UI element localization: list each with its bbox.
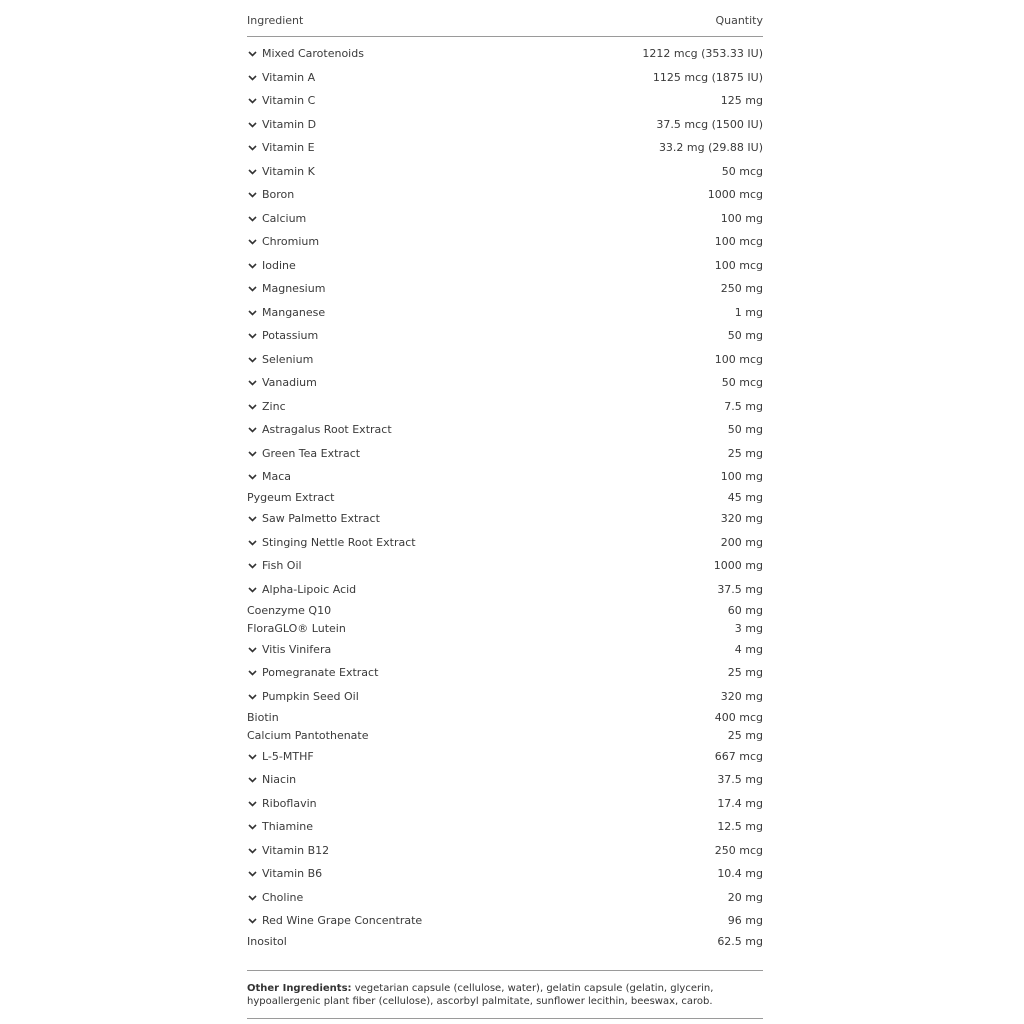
ingredient-row bbox=[247, 709, 763, 727]
chevron-down-icon[interactable] bbox=[247, 139, 259, 157]
ingredient-name: Pygeum Extract bbox=[247, 491, 335, 504]
ingredient-name: Maca bbox=[262, 470, 292, 483]
ingredient-row[interactable] bbox=[247, 748, 763, 766]
chevron-down-icon[interactable] bbox=[247, 163, 259, 181]
ingredient-name: Vitamin E bbox=[262, 141, 315, 154]
ingredient-quantity: 12.5 mg bbox=[717, 820, 763, 833]
chevron-down-icon[interactable] bbox=[247, 421, 259, 439]
ingredient-row[interactable] bbox=[247, 92, 763, 110]
ingredient-quantity: 62.5 mg bbox=[717, 935, 763, 948]
ingredient-name: Alpha-Lipoic Acid bbox=[262, 583, 357, 596]
ingredient-quantity: 10.4 mg bbox=[717, 867, 763, 880]
ingredient-row[interactable] bbox=[247, 510, 763, 528]
ingredient-name: Manganese bbox=[262, 306, 326, 319]
ingredient-row[interactable] bbox=[247, 771, 763, 789]
ingredient-row[interactable] bbox=[247, 664, 763, 682]
chevron-down-icon[interactable] bbox=[247, 468, 259, 486]
ingredient-row[interactable] bbox=[247, 327, 763, 345]
chevron-down-icon[interactable] bbox=[247, 581, 259, 599]
chevron-down-icon[interactable] bbox=[247, 116, 259, 134]
chevron-down-icon[interactable] bbox=[247, 889, 259, 907]
ingredient-row bbox=[247, 489, 763, 507]
ingredient-quantity: 45 mg bbox=[727, 491, 763, 504]
ingredient-quantity: 25 mg bbox=[727, 447, 763, 460]
chevron-down-icon[interactable] bbox=[247, 818, 259, 836]
ingredient-quantity: 320 mg bbox=[720, 690, 763, 703]
ingredient-row[interactable] bbox=[247, 257, 763, 275]
ingredient-quantity: 100 mcg bbox=[714, 259, 763, 272]
ingredient-name: L-5-MTHF bbox=[262, 750, 314, 763]
quantity-column-header: Quantity bbox=[715, 14, 763, 27]
chevron-down-icon[interactable] bbox=[247, 534, 259, 552]
chevron-down-icon[interactable] bbox=[247, 257, 259, 275]
table-header bbox=[247, 14, 763, 32]
ingredient-row bbox=[247, 727, 763, 745]
chevron-down-icon[interactable] bbox=[247, 865, 259, 883]
ingredient-row[interactable] bbox=[247, 163, 763, 181]
ingredient-quantity: 50 mcg bbox=[721, 165, 763, 178]
ingredient-quantity: 37.5 mg bbox=[717, 773, 763, 786]
ingredient-name: Stinging Nettle Root Extract bbox=[262, 536, 416, 549]
chevron-down-icon[interactable] bbox=[247, 92, 259, 110]
ingredient-quantity: 96 mg bbox=[727, 914, 763, 927]
ingredient-quantity: 1 mg bbox=[734, 306, 763, 319]
ingredient-quantity: 60 mg bbox=[727, 604, 763, 617]
ingredient-quantity: 37.5 mg bbox=[717, 583, 763, 596]
ingredient-quantity: 667 mcg bbox=[714, 750, 763, 763]
ingredient-quantity: 100 mg bbox=[720, 470, 763, 483]
chevron-down-icon[interactable] bbox=[247, 186, 259, 204]
ingredient-row[interactable] bbox=[247, 818, 763, 836]
ingredient-row[interactable] bbox=[247, 280, 763, 298]
ingredient-name: Vitamin B6 bbox=[262, 867, 323, 880]
ingredient-name: Iodine bbox=[262, 259, 296, 272]
ingredient-quantity: 37.5 mcg (1500 IU) bbox=[656, 118, 763, 131]
ingredient-name: Potassium bbox=[262, 329, 319, 342]
ingredient-quantity: 1000 mg bbox=[713, 559, 763, 572]
ingredient-row[interactable] bbox=[247, 210, 763, 228]
ingredient-name: Pomegranate Extract bbox=[262, 666, 379, 679]
ingredient-name: Green Tea Extract bbox=[262, 447, 361, 460]
ingredient-row[interactable] bbox=[247, 795, 763, 813]
ingredient-name: Vitamin B12 bbox=[262, 844, 330, 857]
ingredient-quantity: 1212 mcg (353.33 IU) bbox=[642, 47, 763, 60]
ingredient-quantity: 50 mg bbox=[727, 329, 763, 342]
list-bottom-divider bbox=[247, 970, 763, 971]
chevron-down-icon[interactable] bbox=[247, 771, 259, 789]
ingredient-quantity: 3 mg bbox=[734, 622, 763, 635]
ingredient-name: Fish Oil bbox=[262, 559, 302, 572]
ingredient-quantity: 100 mcg bbox=[714, 353, 763, 366]
chevron-down-icon[interactable] bbox=[247, 327, 259, 345]
chevron-down-icon[interactable] bbox=[247, 842, 259, 860]
ingredient-row[interactable] bbox=[247, 688, 763, 706]
ingredient-quantity: 200 mg bbox=[720, 536, 763, 549]
ingredient-name: Thiamine bbox=[262, 820, 313, 833]
ingredient-quantity: 33.2 mg (29.88 IU) bbox=[658, 141, 763, 154]
ingredient-row[interactable] bbox=[247, 445, 763, 463]
ingredient-row[interactable] bbox=[247, 139, 763, 157]
ingredient-row[interactable] bbox=[247, 186, 763, 204]
ingredient-name: Riboflavin bbox=[262, 797, 317, 810]
chevron-down-icon[interactable] bbox=[247, 748, 259, 766]
ingredient-quantity: 125 mg bbox=[720, 94, 763, 107]
ingredient-row[interactable] bbox=[247, 398, 763, 416]
chevron-down-icon[interactable] bbox=[247, 233, 259, 251]
ingredient-quantity: 4 mg bbox=[734, 643, 763, 656]
ingredient-row bbox=[247, 620, 763, 638]
ingredient-quantity: 17.4 mg bbox=[717, 797, 763, 810]
ingredient-row[interactable] bbox=[247, 421, 763, 439]
chevron-down-icon[interactable] bbox=[247, 304, 259, 322]
ingredient-name: Zinc bbox=[262, 400, 286, 413]
ingredient-name: Calcium Pantothenate bbox=[247, 729, 369, 742]
ingredient-row[interactable] bbox=[247, 557, 763, 575]
ingredient-name: Choline bbox=[262, 891, 304, 904]
ingredient-name: Mixed Carotenoids bbox=[262, 47, 364, 60]
ingredient-name: Saw Palmetto Extract bbox=[262, 512, 380, 525]
ingredient-name: Red Wine Grape Concentrate bbox=[262, 914, 423, 927]
ingredient-name: Chromium bbox=[262, 235, 320, 248]
ingredient-name: Vitamin C bbox=[262, 94, 316, 107]
chevron-down-icon[interactable] bbox=[247, 210, 259, 228]
ingredient-row[interactable] bbox=[247, 233, 763, 251]
ingredient-row[interactable] bbox=[247, 641, 763, 659]
ingredient-quantity: 250 mcg bbox=[714, 844, 763, 857]
ingredient-name: Calcium bbox=[262, 212, 307, 225]
ingredient-row[interactable] bbox=[247, 374, 763, 392]
ingredient-row[interactable] bbox=[247, 45, 763, 63]
chevron-down-icon[interactable] bbox=[247, 912, 259, 930]
ingredient-quantity: 50 mg bbox=[727, 423, 763, 436]
ingredient-row[interactable] bbox=[247, 351, 763, 369]
ingredient-name: Selenium bbox=[262, 353, 314, 366]
ingredient-quantity: 7.5 mg bbox=[724, 400, 763, 413]
ingredient-name: Vitamin D bbox=[262, 118, 317, 131]
ingredient-row[interactable] bbox=[247, 69, 763, 87]
other-ingredients-text: vegetarian capsule (cellulose, water), gelatin capsule (gelatin, glycerin, hypoallergenic plant fiber (cellulose), ascorbyl palmitate, sunflower lecithin, beeswax, carob. bbox=[247, 983, 714, 1007]
chevron-down-icon[interactable] bbox=[247, 445, 259, 463]
ingredient-name: Vitamin K bbox=[262, 165, 315, 178]
chevron-down-icon[interactable] bbox=[247, 45, 259, 63]
ingredient-name: Niacin bbox=[262, 773, 297, 786]
chevron-down-icon[interactable] bbox=[247, 398, 259, 416]
ingredient-row[interactable] bbox=[247, 534, 763, 552]
chevron-down-icon[interactable] bbox=[247, 69, 259, 87]
ingredient-quantity: 320 mg bbox=[720, 512, 763, 525]
other-ingredients-label: Other Ingredients: bbox=[247, 983, 352, 994]
chevron-down-icon[interactable] bbox=[247, 688, 259, 706]
ingredient-name: Astragalus Root Extract bbox=[262, 423, 392, 436]
chevron-down-icon[interactable] bbox=[247, 557, 259, 575]
ingredient-name: Biotin bbox=[247, 711, 279, 724]
ingredient-row[interactable] bbox=[247, 116, 763, 134]
ingredient-name: Magnesium bbox=[262, 282, 326, 295]
ingredient-quantity: 20 mg bbox=[727, 891, 763, 904]
ingredient-row[interactable] bbox=[247, 581, 763, 599]
footer-divider bbox=[247, 1018, 763, 1019]
ingredient-quantity: 100 mg bbox=[720, 212, 763, 225]
chevron-down-icon[interactable] bbox=[247, 280, 259, 298]
ingredient-row bbox=[247, 933, 763, 951]
ingredient-row[interactable] bbox=[247, 889, 763, 907]
ingredient-quantity: 1000 mcg bbox=[707, 188, 763, 201]
ingredient-row[interactable] bbox=[247, 304, 763, 322]
ingredient-quantity: 50 mcg bbox=[721, 376, 763, 389]
ingredient-name: FloraGLO® Lutein bbox=[247, 622, 346, 635]
ingredient-column-header: Ingredient bbox=[247, 14, 304, 27]
ingredient-row[interactable] bbox=[247, 842, 763, 860]
ingredient-name: Vitamin A bbox=[262, 71, 316, 84]
ingredient-name: Pumpkin Seed Oil bbox=[262, 690, 359, 703]
ingredient-name: Inositol bbox=[247, 935, 287, 948]
ingredient-quantity: 25 mg bbox=[727, 666, 763, 679]
header-divider bbox=[247, 36, 763, 37]
ingredient-name: Vitis Vinifera bbox=[262, 643, 332, 656]
ingredient-name: Boron bbox=[262, 188, 295, 201]
chevron-down-icon[interactable] bbox=[247, 664, 259, 682]
ingredient-row[interactable] bbox=[247, 468, 763, 486]
chevron-down-icon[interactable] bbox=[247, 374, 259, 392]
chevron-down-icon[interactable] bbox=[247, 795, 259, 813]
ingredient-quantity: 100 mcg bbox=[714, 235, 763, 248]
ingredient-quantity: 1125 mcg (1875 IU) bbox=[652, 71, 763, 84]
ingredient-quantity: 25 mg bbox=[727, 729, 763, 742]
ingredient-quantity: 250 mg bbox=[720, 282, 763, 295]
ingredient-name: Vanadium bbox=[262, 376, 317, 389]
ingredient-row[interactable] bbox=[247, 865, 763, 883]
chevron-down-icon[interactable] bbox=[247, 641, 259, 659]
ingredient-name: Coenzyme Q10 bbox=[247, 604, 332, 617]
chevron-down-icon[interactable] bbox=[247, 510, 259, 528]
ingredient-row[interactable] bbox=[247, 912, 763, 930]
other-ingredients bbox=[247, 982, 763, 1008]
ingredient-quantity: 400 mcg bbox=[714, 711, 763, 724]
chevron-down-icon[interactable] bbox=[247, 351, 259, 369]
ingredient-row bbox=[247, 602, 763, 620]
